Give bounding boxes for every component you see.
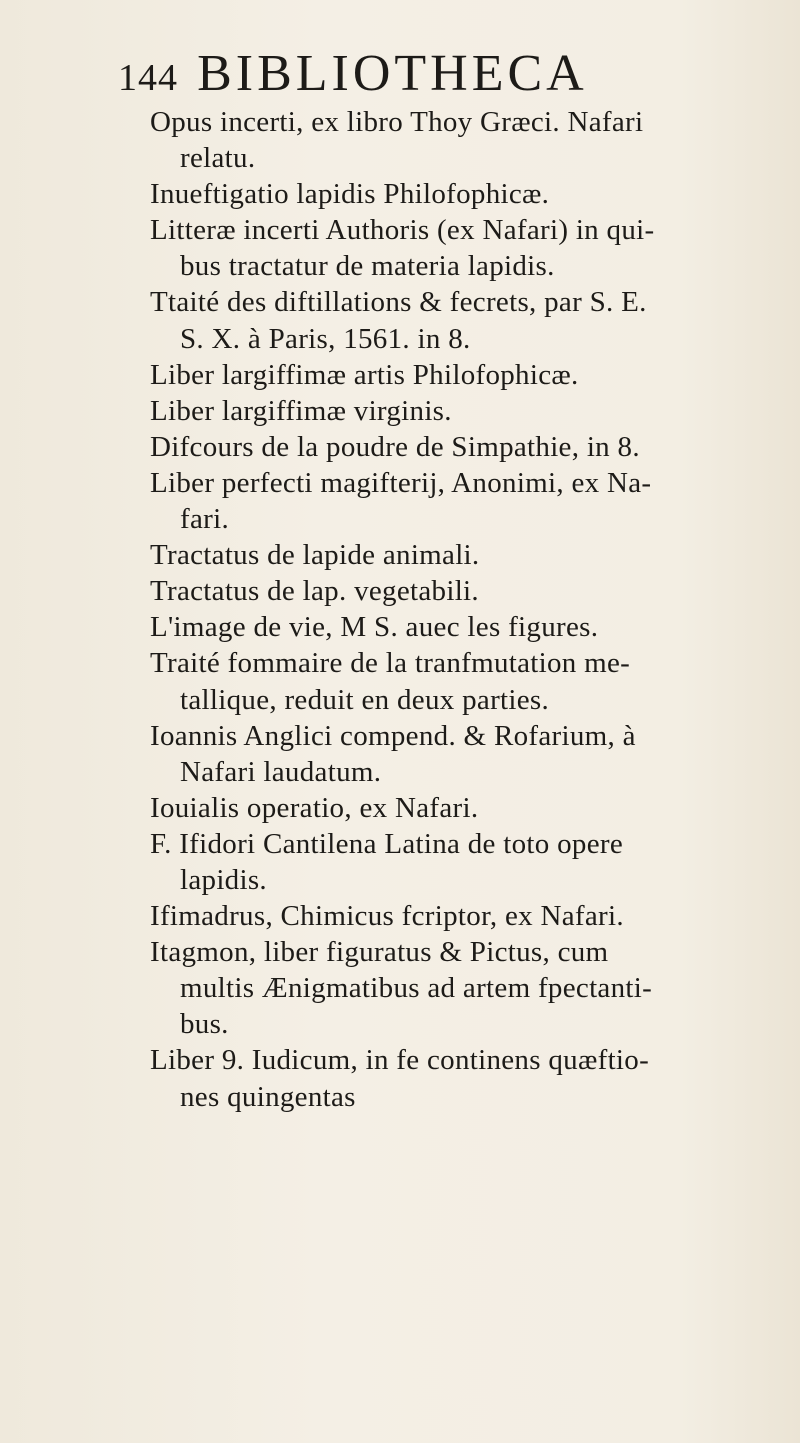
catalogue-entry [150, 176, 790, 212]
catalogue-entry [150, 1042, 790, 1114]
entry-line: Ioannis Anglici compend. & Rofarium, à [150, 719, 636, 752]
entry-line: Ttaité des diftillations & fecrets, par S. E. [150, 286, 647, 319]
page-header [118, 44, 588, 103]
catalogue-entry [150, 790, 790, 826]
catalogue-entry [150, 357, 790, 393]
entry-line: Liber perfecti magifterij, Anonimi, ex Na- [150, 466, 652, 499]
catalogue-entry [150, 429, 790, 465]
catalogue-entry [150, 934, 790, 1042]
catalogue-entry [150, 104, 790, 176]
entry-continuation-line: fari. [180, 503, 229, 536]
entry-continuation-line: nes quingentas [180, 1080, 356, 1113]
catalogue-entry [150, 609, 790, 645]
catalogue-entry [150, 645, 790, 717]
entry-line: Traité fommaire de la tranfmutation me- [150, 647, 631, 680]
catalogue-entry [150, 393, 790, 429]
catalogue-entry-list [150, 104, 790, 1115]
entry-continuation-line: lapidis. [180, 863, 267, 896]
entry-line: Liber largiffimæ artis Philofophicæ. [150, 358, 579, 391]
entry-continuation-line: multis Ænigmatibus ad artem fpectanti- [180, 972, 653, 1005]
entry-line: Iouialis operatio, ex Nafari. [150, 791, 479, 824]
entry-line: Inueftigatio lapidis Philofophicæ. [150, 178, 550, 211]
entry-continuation-line: bus tractatur de materia lapidis. [180, 250, 555, 283]
entry-continuation-line: S. X. à Paris, 1561. in 8. [180, 322, 471, 355]
entry-line: Tractatus de lapide animali. [150, 539, 480, 572]
entry-continuation-line: bus. [180, 1008, 229, 1041]
entry-line: Difcours de la poudre de Simpathie, in 8. [150, 430, 640, 463]
catalogue-entry [150, 465, 790, 537]
entry-line: Liber largiffimæ virginis. [150, 394, 452, 427]
page-number: 144 [118, 57, 178, 99]
running-title: BIBLIOTHECA [197, 45, 588, 102]
entry-line: Litteræ incerti Authoris (ex Nafari) in qui- [150, 214, 655, 247]
catalogue-entry [150, 573, 790, 609]
entry-line: Liber 9. Iudicum, in fe continens quæftio- [150, 1044, 650, 1077]
entry-line: Tractatus de lap. vegetabili. [150, 575, 479, 608]
catalogue-entry [150, 212, 790, 284]
entry-line: Opus incerti, ex libro Thoy Græci. Nafari [150, 106, 644, 138]
catalogue-entry [150, 537, 790, 573]
entry-continuation-line: relatu. [180, 142, 256, 175]
entry-line: F. Ifidori Cantilena Latina de toto opere [150, 827, 624, 860]
catalogue-entry [150, 898, 790, 934]
entry-continuation-line: tallique, reduit en deux parties. [180, 683, 550, 716]
entry-continuation-line: Nafari laudatum. [180, 755, 382, 788]
entry-line: Itagmon, liber figuratus & Pictus, cum [150, 936, 609, 969]
catalogue-entry [150, 826, 790, 898]
catalogue-entry [150, 718, 790, 790]
entry-line: Ifimadrus, Chimicus fcriptor, ex Nafari. [150, 900, 624, 933]
entry-line: L'image de vie, M S. auec les figures. [150, 611, 599, 644]
catalogue-entry [150, 284, 790, 356]
